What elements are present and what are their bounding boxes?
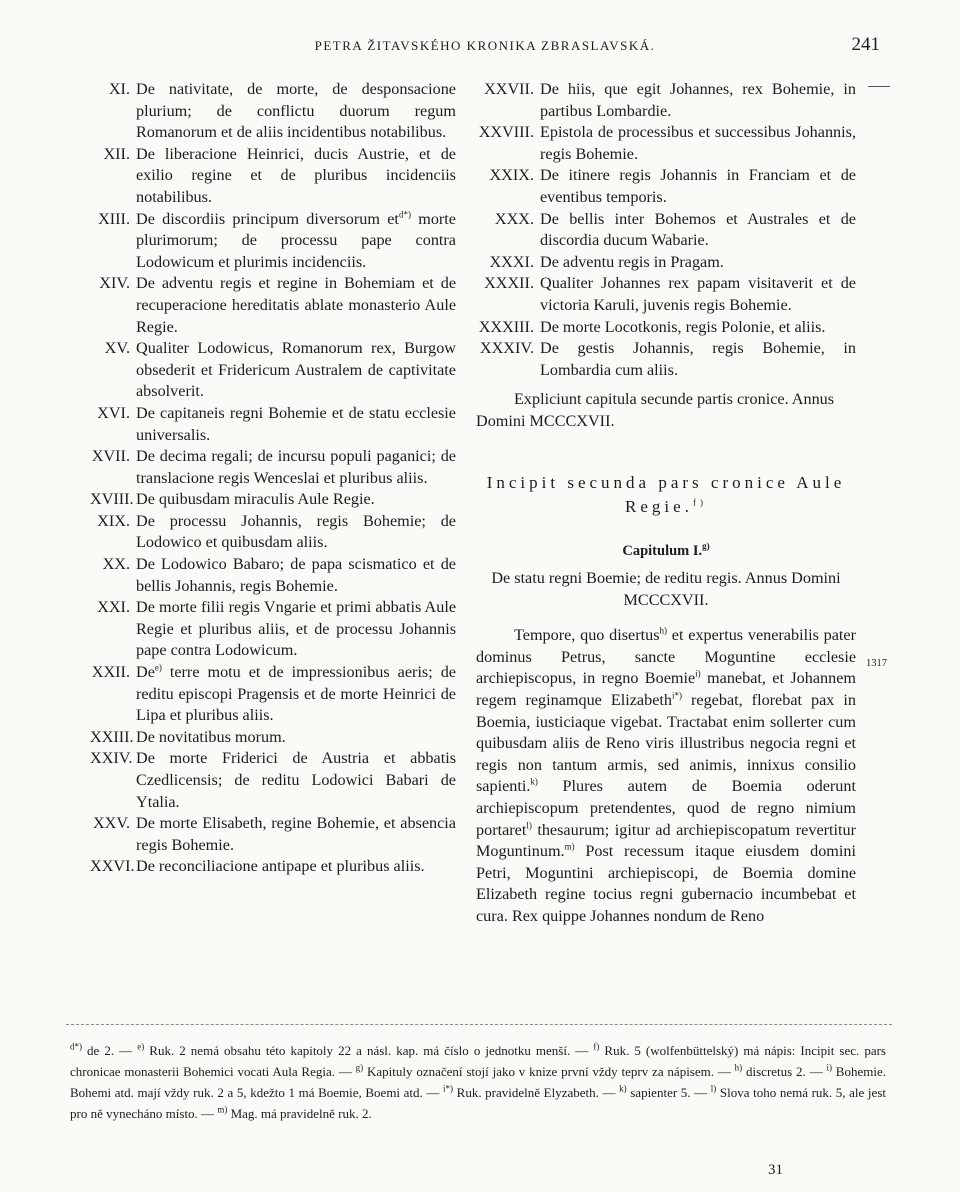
toc-entry-number: XI.	[108, 80, 130, 98]
toc-entry-text	[136, 338, 456, 403]
toc-entry-title-cont: terre motu et de impressionibus aeris; de reditu episcopi Pragensis et de morte Heinrici de Lipa et pluribus aliis.	[136, 663, 456, 725]
footnote-mark: h)	[659, 625, 668, 636]
toc-entry-number: XXX.	[494, 209, 534, 228]
toc-entry	[90, 403, 456, 446]
toc-entry	[476, 252, 856, 274]
toc-entry-number: XXXI.	[489, 252, 534, 271]
chapter-body-text	[476, 625, 856, 927]
toc-entry-number: XVI.	[97, 403, 130, 422]
footnote-mark: i)	[826, 1062, 832, 1073]
toc-entry-number: XIX.	[97, 511, 130, 530]
footnote-mark: i*)	[672, 690, 682, 701]
toc-entry-number: XIII.	[98, 209, 130, 228]
toc-entry-text	[136, 79, 456, 144]
toc-entry-number: XVIII.	[90, 490, 134, 509]
chapter-heading-text: Capitulum I.	[622, 542, 703, 559]
toc-entry	[90, 727, 456, 749]
text-run: Plures autem de Boemia oderunt archiepiscopum pretendentes, quod de regno nimium portaret	[476, 777, 856, 839]
toc-entry	[90, 813, 456, 856]
toc-right	[476, 79, 856, 381]
toc-entry-title: De itinere regis Johannis in Franciam et de eventibus temporis.	[540, 166, 856, 206]
toc-entry-number: XXXIV.	[479, 339, 534, 358]
toc-entry-title: De morte Elisabeth, regine Bohemie, et absencia regis Bohemie.	[136, 814, 456, 854]
toc-entry-number: XXVI.	[90, 857, 135, 876]
toc-entry-text	[136, 144, 456, 209]
toc-entry	[90, 79, 456, 144]
toc-entry-text	[540, 317, 856, 339]
toc-entry	[476, 165, 856, 208]
toc-entry-title: De capitaneis regni Bohemie et de statu ecclesie universalis.	[136, 403, 456, 444]
toc-entry	[90, 748, 456, 813]
toc-entry-title-cont: morte plurimorum; de processu pape contra Lodowicum et plurimis incidenciis.	[136, 209, 456, 271]
toc-entry-text	[136, 511, 456, 554]
toc-entry	[90, 273, 456, 338]
text-run: sapienter 5. —	[626, 1085, 711, 1100]
margin-dash	[868, 86, 890, 87]
toc-entry	[90, 338, 456, 403]
text-run: Ruk. pravidelně Elyzabeth. —	[453, 1085, 620, 1100]
toc-entry-text	[540, 165, 856, 208]
toc-entry-number: XXIV.	[90, 749, 133, 768]
toc-entry-text	[136, 554, 456, 597]
toc-entry-text	[136, 273, 456, 338]
footnotes	[70, 1040, 886, 1124]
footnote-mark: e)	[137, 1041, 145, 1052]
toc-entry-number: XXVIII.	[478, 123, 534, 142]
toc-entry-title: De bellis inter Bohemos et Australes et de discordia ducum Wabarie.	[540, 209, 856, 250]
toc-entry	[476, 79, 856, 122]
margin-year-note: 1317	[866, 658, 887, 669]
toc-entry	[476, 209, 856, 252]
footnote-mark: m)	[564, 841, 575, 852]
toc-entry-number: XXIX.	[489, 166, 534, 185]
toc-entry-text	[136, 446, 456, 489]
incipit-text: Incipit secunda pars cronice Aule Regie.	[486, 472, 846, 516]
page-number: 241	[851, 34, 880, 55]
toc-entry-text	[136, 597, 456, 662]
text-run: Slova toho nemá ruk. 5, ale jest pro ně vynecháno místo. —	[70, 1085, 886, 1121]
toc-entry-text	[136, 662, 456, 727]
text-run: discretus 2. —	[742, 1064, 827, 1079]
toc-entry-number: XXXIII.	[478, 317, 534, 336]
footnote-mark: g)	[355, 1062, 364, 1073]
toc-entry-title: Epistola de processibus et successibus Johannis, regis Bohemie.	[540, 123, 856, 163]
incipit-heading	[476, 471, 856, 519]
toc-entry-text	[540, 209, 856, 252]
footnote-mark: k)	[619, 1083, 627, 1094]
toc-entry	[90, 446, 456, 489]
toc-entry-number: XXVII.	[484, 80, 534, 98]
footnote-mark: k)	[530, 777, 538, 788]
toc-entry-title: De nativitate, de morte, de desponsacione plurium; de conflictu duorum regum Romanorum et de aliis incidentibus notabilibus.	[136, 80, 456, 142]
toc-entry-title: Qualiter Johannes rex papam visitaverit et de victoria Karuli, juvenis regis Bohemie.	[540, 274, 856, 314]
footnote-mark: m)	[217, 1104, 228, 1115]
explicit-line: Expliciunt capitula secunde partis cronice. Annus Domini MCCCXVII.	[476, 390, 835, 430]
toc-entry-text	[540, 273, 856, 316]
toc-entry-number: XXV.	[92, 814, 130, 833]
toc-entry-number: XXII.	[91, 663, 130, 682]
toc-entry-number: XXXII.	[484, 274, 534, 293]
toc-entry	[90, 489, 456, 511]
text-run: manebat, et Johannem regem reginamque Elizabeth	[476, 669, 856, 710]
toc-entry-number: XXI.	[97, 598, 130, 617]
toc-entry	[90, 662, 456, 727]
text-run: et expertus venerabilis pater dominus Petrus, sancte Moguntine ecclesie archiepiscopus, in regno Boemie	[476, 626, 857, 688]
footnote-mark: d*)	[70, 1041, 82, 1052]
left-column	[90, 79, 456, 878]
toc-entry-number: XXIII.	[90, 727, 134, 746]
text-run: de 2. —	[82, 1043, 138, 1058]
toc-entry-number: XIV.	[99, 274, 130, 293]
toc-entry-text	[540, 122, 856, 165]
text-run: Tempore, quo disertus	[514, 626, 660, 645]
text-run: Kapituly označení stojí jako v knize první vždy teprv za nápisem. —	[363, 1064, 735, 1079]
footnote-mark: g)	[702, 540, 710, 551]
toc-entry-text	[540, 338, 856, 381]
toc-entry-title: De reconciliacione antipape et pluribus aliis.	[136, 857, 425, 876]
toc-entry-text	[540, 252, 856, 274]
toc-entry-title: De Lodowico Babaro; de papa scismatico et de bellis Johannis, regis Bohemie.	[136, 555, 456, 595]
toc-entry	[90, 209, 456, 274]
footnote-mark: h)	[734, 1062, 743, 1073]
page-header	[90, 34, 880, 58]
toc-entry-title: De adventu regis in Pragam.	[540, 252, 724, 271]
toc-entry-title: De gestis Johannis, regis Bohemie, in Lombardia cum aliis.	[540, 339, 856, 379]
toc-entry-text	[136, 489, 456, 511]
toc-entry-title: De discordiis principum diversorum et	[136, 209, 399, 228]
toc-entry-text	[136, 727, 456, 749]
toc-entry-title: Qualiter Lodowicus, Romanorum rex, Burgow obsederit et Fridericum Australem de captivitate absolverit.	[136, 339, 456, 401]
footnote-mark: i*)	[443, 1083, 454, 1094]
toc-entry	[90, 597, 456, 662]
text-run: Ruk. 5 (wolfenbüttelský) má nápis: Incipit sec. pars chronicae monasterii Bohemici vocati Aula Regia. —	[70, 1043, 886, 1079]
toc-entry-text	[136, 403, 456, 446]
chapter-title: De statu regni Boemie; de reditu regis. Annus Domini MCCCXVII.	[491, 569, 841, 609]
toc-entry-number: XV.	[104, 339, 130, 358]
toc-entry-number: XII.	[103, 144, 130, 163]
toc-entry-text	[136, 748, 456, 813]
toc-entry-text	[136, 856, 456, 878]
toc-entry-text	[540, 79, 856, 122]
footnote-mark: l)	[710, 1083, 717, 1094]
right-column	[476, 79, 856, 928]
toc-entry-number: XVII.	[91, 447, 130, 466]
toc-entry	[90, 554, 456, 597]
toc-entry-title: De	[136, 663, 155, 682]
toc-entry-text	[136, 209, 456, 274]
toc-entry-title: De decima regali; de incursu populi paganici; de translacione regis Wenceslai et pluribus aliis.	[136, 447, 456, 487]
toc-entry-title: De morte Locotkonis, regis Polonie, et aliis.	[540, 317, 826, 336]
toc-entry-title: De quibusdam miraculis Aule Regie.	[136, 490, 375, 509]
toc-entry	[476, 273, 856, 316]
text-run: Ruk. 2 nemá obsahu této kapitoly 22 a násl. kap. má číslo o jednotku menší. —	[144, 1043, 594, 1058]
toc-entry	[90, 856, 456, 878]
text-run: Bohemie. Bohemi atd. mají vždy ruk. 2 a 5, kdežto 1 má Boemie, Boemi atd. —	[70, 1064, 886, 1100]
footnote-mark: i)	[695, 669, 701, 680]
footnote-rule	[66, 1024, 892, 1025]
toc-entry-title: De novitatibus morum.	[136, 727, 286, 746]
footnote-mark: l)	[526, 820, 532, 831]
toc-entry-title: De morte filii regis Vngarie et primi abbatis Aule Regie et pluribus aliis, et de processu Johannis pape contra Lodowicum.	[136, 598, 456, 660]
toc-entry-title: De morte Friderici de Austria et abbatis Czedlicensis; de reditu Lodowici Babari de Ytalia.	[136, 749, 456, 811]
toc-entry	[90, 144, 456, 209]
text-run: Mag. má pravidelně ruk. 2.	[227, 1106, 372, 1121]
chapter-heading	[476, 541, 856, 563]
toc-entry-number: XX.	[102, 555, 130, 574]
toc-entry	[476, 317, 856, 339]
footnote-mark: f)	[692, 496, 707, 507]
text-run: Post recessum itaque eiusdem domini Petri, Moguntini archiepiscopi, de Boemia domine Elizabeth regine tocius regni gubernacio incumbebat et cura. Rex quippe Johannes nondum de Reno	[476, 842, 856, 925]
text-run: thesaurum; igitur ad archiepiscopatum revertitur Moguntinum.	[476, 820, 856, 861]
toc-entry-title: De liberacione Heinrici, ducis Austrie, et de exilio regine et de pluribus incidenciis notabilibus.	[136, 144, 456, 206]
text-run: regebat, florebat pax in Boemia, iusticiaque vigebat. Tractabat enim sollerter cum quibusdam aliis de Reno viris illustribus negocia regni et regis non tantum armis, sed animis, innixus consilio sapienti.	[476, 691, 856, 796]
toc-entry	[90, 511, 456, 554]
toc-entry	[476, 122, 856, 165]
toc-entry	[476, 338, 856, 381]
toc-entry-text	[136, 813, 456, 856]
footnote-mark: e)	[154, 662, 162, 673]
footnote-mark: f)	[593, 1041, 600, 1052]
running-title: PETRA ŽITAVSKÉHO KRONIKA ZBRASLAVSKÁ.	[314, 38, 656, 53]
toc-entry-title: De hiis, que egit Johannes, rex Bohemie, in partibus Lombardie.	[540, 80, 856, 120]
footnote-mark: d*)	[398, 209, 411, 220]
toc-entry-title: De processu Johannis, regis Bohemie; de Lodowico et quibusdam aliis.	[136, 511, 456, 552]
signature-mark: 31	[768, 1162, 783, 1178]
toc-entry-title: De adventu regis et regine in Bohemiam et de recuperacione hereditatis ablate monasterio Aule Regie.	[136, 274, 456, 336]
